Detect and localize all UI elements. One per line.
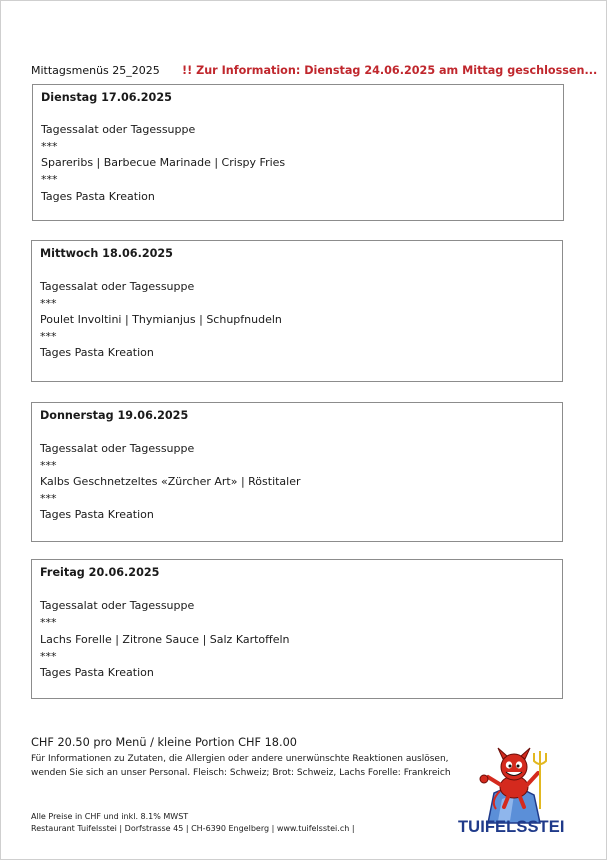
main-course-line: Lachs Forelle | Zitrone Sauce | Salz Kartoffeln xyxy=(40,633,290,646)
separator: *** xyxy=(41,140,58,153)
day-box-tuesday xyxy=(32,84,564,221)
pasta-line: Tages Pasta Kreation xyxy=(41,190,155,203)
pasta-line: Tages Pasta Kreation xyxy=(40,666,154,679)
vat-note: Alle Preise in CHF und inkl. 8.1% MWST xyxy=(31,812,189,821)
day-box-thursday xyxy=(31,402,563,542)
pasta-line: Tages Pasta Kreation xyxy=(40,346,154,359)
day-box-wednesday xyxy=(31,240,563,382)
footer xyxy=(31,811,355,835)
separator: *** xyxy=(40,492,57,505)
day-heading: Freitag 20.06.2025 xyxy=(40,566,160,579)
closure-notice: !! Zur Information: Dienstag 24.06.2025 am Mittag geschlossen... xyxy=(182,64,598,77)
starter-line: Tagessalat oder Tagessuppe xyxy=(40,280,195,293)
starter-line: Tagessalat oder Tagessuppe xyxy=(40,599,195,612)
day-box-friday xyxy=(31,559,563,699)
separator: *** xyxy=(41,173,58,186)
separator: *** xyxy=(40,297,57,310)
day-heading: Mittwoch 18.06.2025 xyxy=(40,247,173,260)
separator: *** xyxy=(40,330,57,343)
day-heading: Dienstag 17.06.2025 xyxy=(41,91,172,104)
main-course-line: Kalbs Geschnetzeltes «Zürcher Art» | Röstitaler xyxy=(40,475,301,488)
allergen-info-line: Für Informationen zu Zutaten, die Allergien oder andere unerwünschte Reaktionen auslösen, xyxy=(31,754,449,764)
allergen-info xyxy=(31,752,461,780)
starter-line: Tagessalat oder Tagessuppe xyxy=(41,123,196,136)
day-heading: Donnerstag 19.06.2025 xyxy=(40,409,189,422)
brand-logo-text: TUIFELSSTEI xyxy=(458,818,565,836)
main-course-line: Spareribs | Barbecue Marinade | Crispy Fries xyxy=(41,156,286,169)
origin-info-line: wenden Sie sich an unser Personal. Fleisch: Schweiz; Brot: Schweiz, Lachs Forelle: Frankreich xyxy=(31,768,451,778)
main-course-line: Poulet Involtini | Thymianjus | Schupfnudeln xyxy=(40,313,282,326)
separator: *** xyxy=(40,650,57,663)
separator: *** xyxy=(40,459,57,472)
price-line: CHF 20.50 pro Menü / kleine Portion CHF 18.00 xyxy=(31,736,297,749)
pasta-line: Tages Pasta Kreation xyxy=(40,508,154,521)
page-title: Mittagsmenüs 25_2025 xyxy=(31,64,160,77)
restaurant-address: Restaurant Tuifelsstei | Dorfstrasse 45 | CH-6390 Engelberg | www.tuifelsstei.ch | xyxy=(31,824,355,833)
starter-line: Tagessalat oder Tagessuppe xyxy=(40,442,195,455)
separator: *** xyxy=(40,616,57,629)
